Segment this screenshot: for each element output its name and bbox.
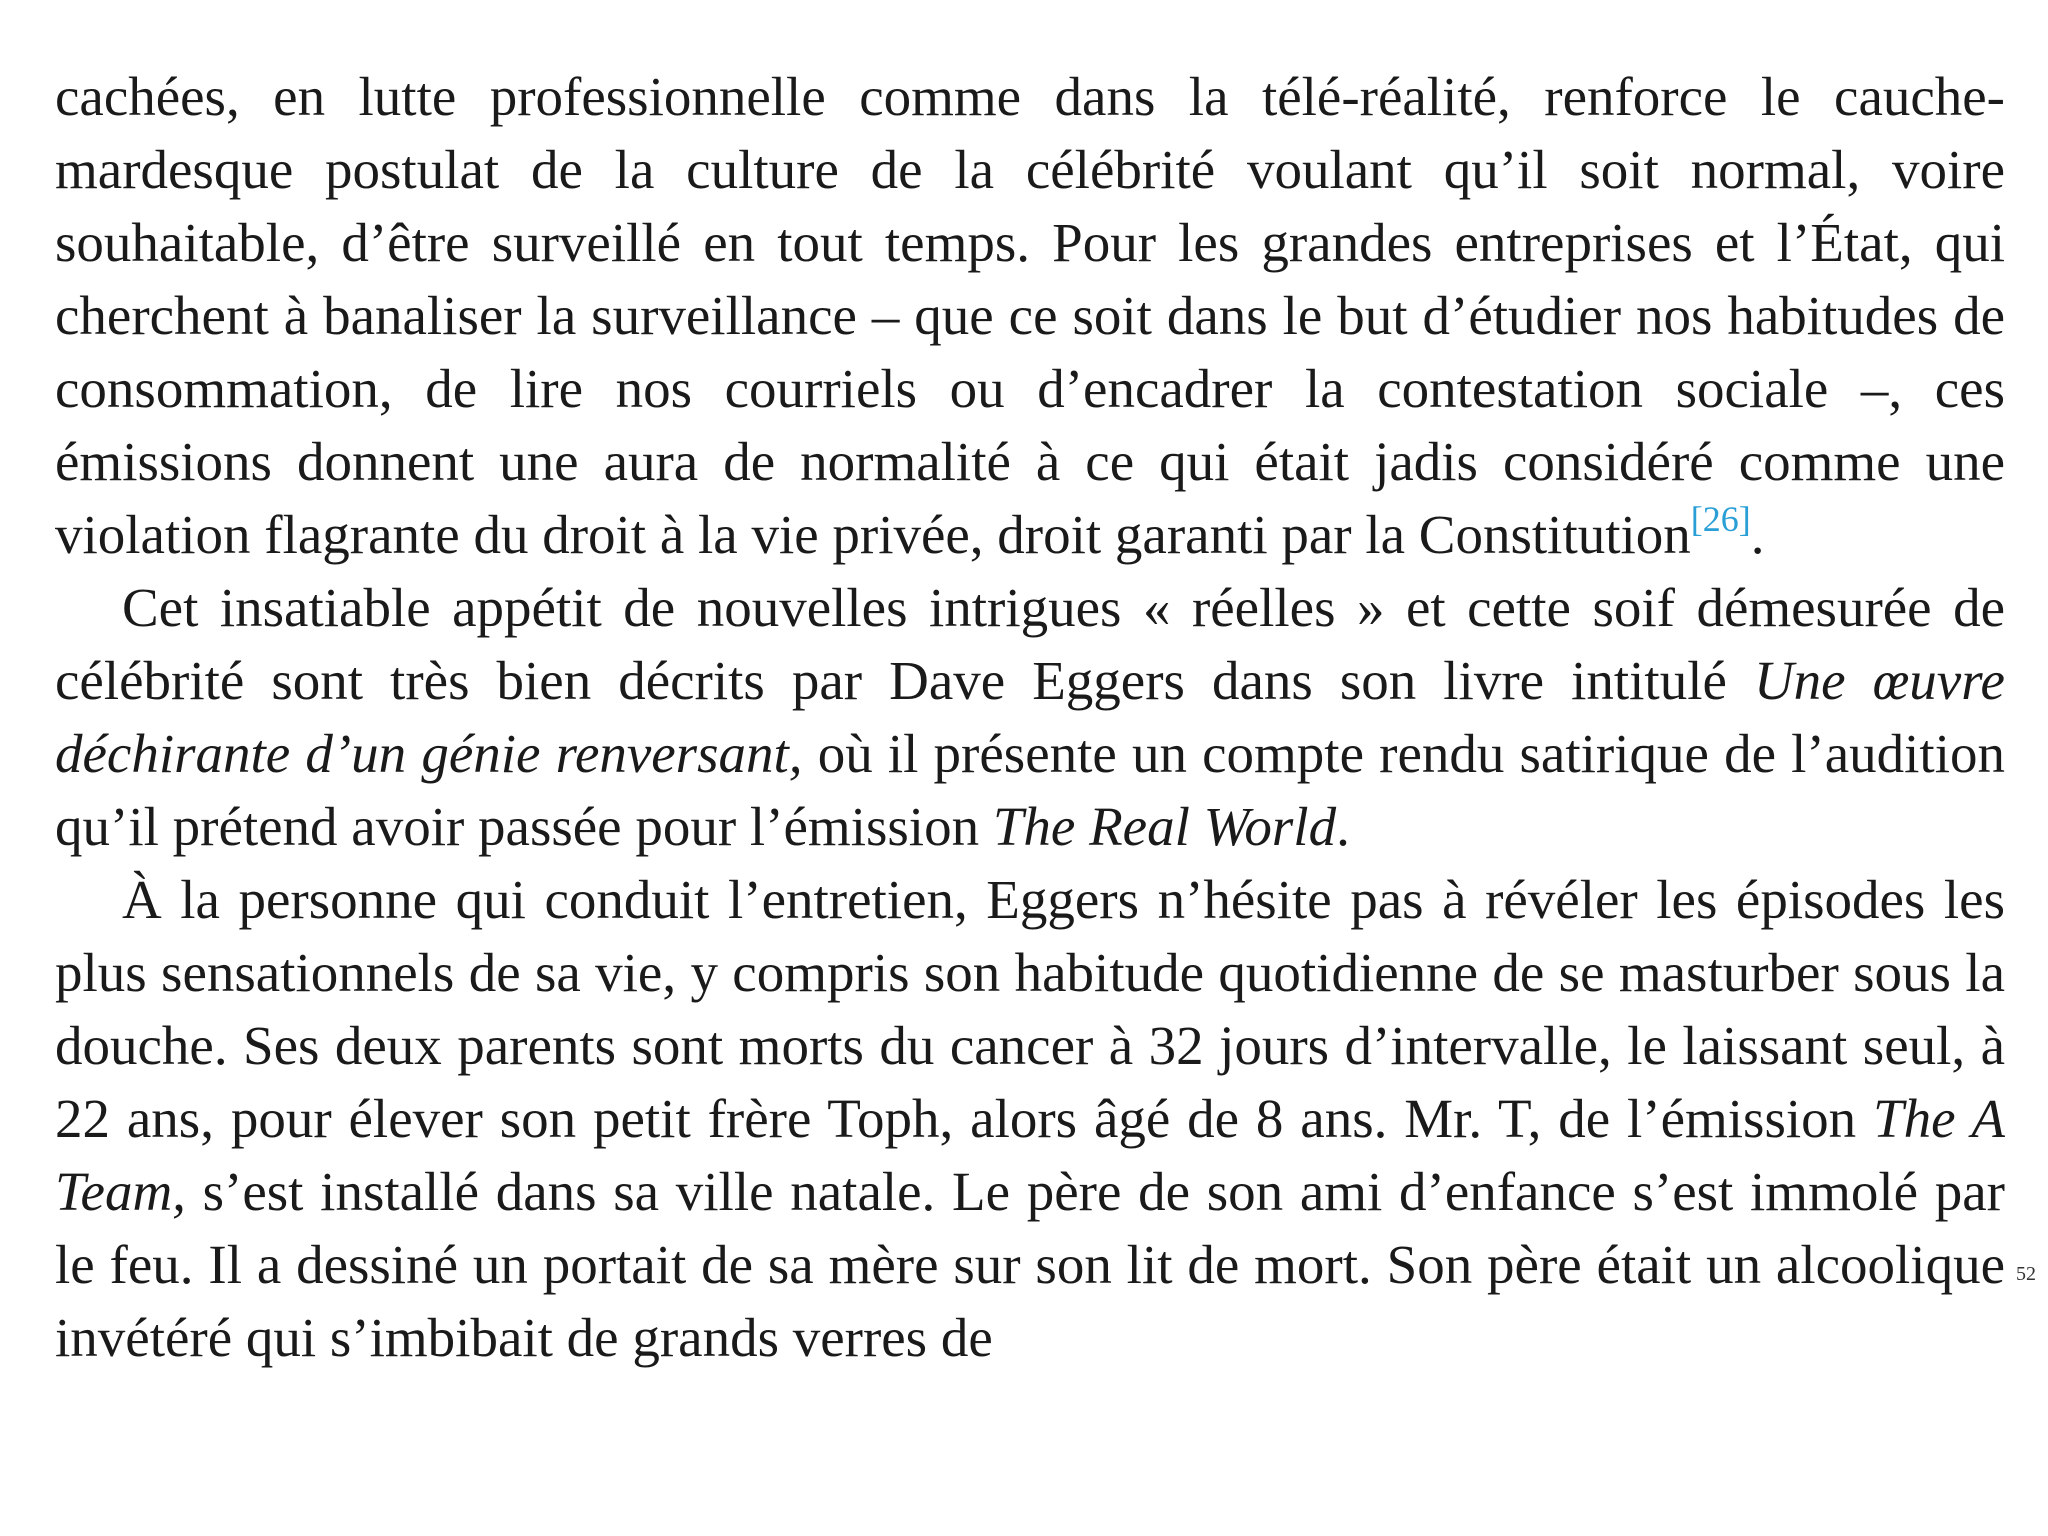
paragraph-2: [55, 571, 2005, 863]
paragraph-3: [55, 863, 2005, 1374]
paragraph-1: [55, 60, 2005, 571]
page-number: 52: [2016, 1263, 2036, 1285]
footnote-link-26[interactable]: [26]: [1690, 499, 1751, 539]
paragraph-text: .: [1750, 504, 1765, 565]
show-title: The Real World: [992, 796, 1337, 857]
paragraph-text: À la personne qui conduit l’entretien, Eggers n’hésite pas à révéler les épisodes les plus sensationnels de sa vie, y compris son habitude quotidienne de se masturber sous la douche. Ses deux parents sont morts du cancer à 32 jours d’intervalle, le laissant seul, à 22 ans, pour élever son petit frère Toph, alors âgé de 8 ans. Mr. T, de l’émission: [55, 869, 2005, 1149]
paragraph-text: .: [1336, 796, 1350, 857]
paragraph-text: Cet insatiable appétit de nouvelles intrigues « réelles » et cette soif démesurée de célébrité sont très bien décrits par Dave Eggers dans son livre intitulé: [55, 577, 2005, 711]
page-body: [55, 60, 2005, 1374]
show-title: The A Team,: [55, 1088, 2005, 1222]
paragraph-text: où il présente un compte rendu satirique de l’audition qu’il prétend avoir passée pour l’émission: [55, 723, 2005, 857]
book-title: Une œuvre déchirante d’un génie renversant,: [55, 650, 2005, 784]
paragraph-text: cachées, en lutte professionnelle comme dans la télé-réalité, renforce le cauche-mardesque postulat de la culture de la célébrité voulant qu’il soit normal, voire souhaitable, d’être surveillé en tout temps. Pour les grandes entreprises et l’État, qui cherchent à banaliser la surveillance – que ce soit dans le but d’étudier nos habitudes de consommation, de lire nos courriels ou d’encadrer la contestation sociale –, ces émissions donnent une aura de normalité à ce qui était jadis considéré comme une violation flagrante du droit à la vie privée, droit garanti par la Constitution: [55, 66, 2005, 565]
paragraph-text: s’est installé dans sa ville natale. Le père de son ami d’enfance s’est immolé par le feu. Il a dessiné un portait de sa mère sur son lit de mort. Son père était un alcoolique invétéré qui s’imbibait de grands verres de: [55, 1161, 2005, 1368]
